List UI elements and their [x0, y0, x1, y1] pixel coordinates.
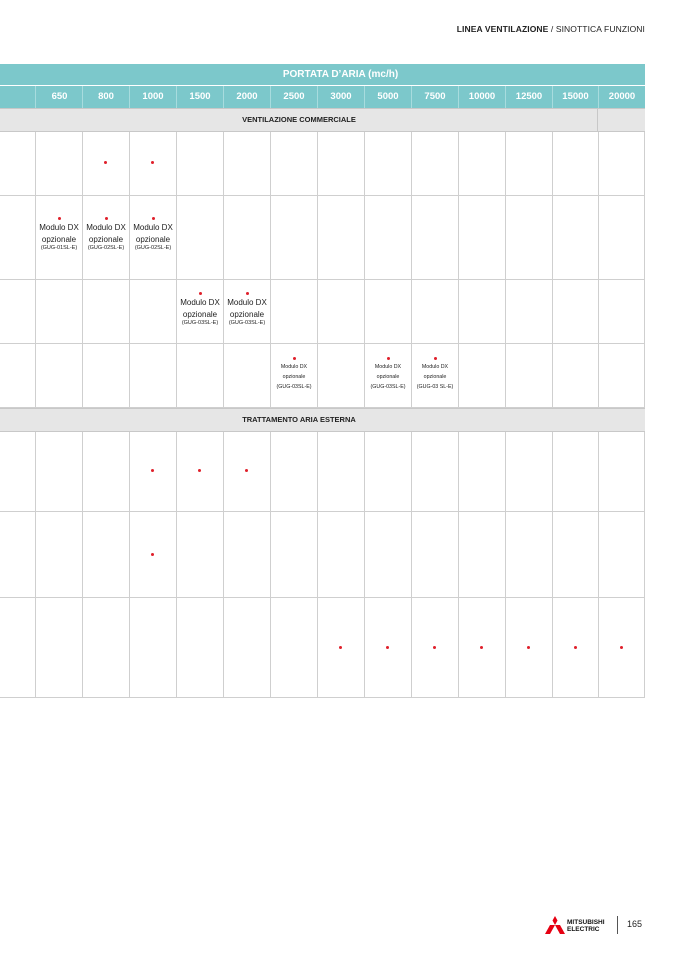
module-note — [224, 292, 270, 328]
note-code: (GUG-03 SL-E) — [416, 384, 454, 391]
header-section: LINEA VENTILAZIONE — [456, 24, 549, 34]
note-line: opzionale — [182, 309, 218, 319]
note-line: Modulo DX — [180, 298, 220, 307]
column-header: 2500 — [270, 86, 317, 108]
note-code: (GUG-03SL-E) — [181, 320, 219, 327]
section-header — [0, 108, 645, 132]
brand-name — [567, 919, 605, 933]
availability-marker — [386, 646, 389, 649]
table-row — [0, 432, 645, 512]
availability-marker — [105, 217, 108, 220]
note-line: Modulo DX — [86, 223, 126, 232]
page-header — [457, 24, 645, 34]
header-separator: / — [548, 24, 556, 34]
module-note — [83, 217, 129, 253]
column-header: 15000 — [552, 86, 598, 108]
availability-marker — [339, 646, 342, 649]
module-note — [177, 292, 223, 328]
note-code: (GUG-02SL-E) — [134, 245, 172, 252]
availability-marker — [151, 469, 154, 472]
module-note — [365, 357, 411, 392]
note-line: Modulo DX — [421, 364, 449, 370]
column-header: 7500 — [411, 86, 458, 108]
note-line: opzionale — [135, 234, 171, 244]
availability-marker — [574, 646, 577, 649]
section-title: VENTILAZIONE COMMERCIALE — [242, 115, 356, 124]
header-subsection: SINOTTICA FUNZIONI — [555, 24, 645, 34]
availability-marker — [245, 469, 248, 472]
availability-marker — [104, 161, 107, 164]
note-line: opzionale — [423, 374, 447, 381]
module-note — [271, 357, 317, 392]
note-line: opzionale — [282, 374, 306, 381]
section-title: TRATTAMENTO ARIA ESTERNA — [242, 415, 356, 424]
availability-marker — [434, 357, 437, 360]
note-line: Modulo DX — [133, 223, 173, 232]
mitsubishi-logo — [545, 916, 607, 936]
table-row — [0, 280, 645, 344]
note-line: opzionale — [229, 309, 265, 319]
module-note — [412, 357, 458, 392]
table-title-band — [0, 64, 645, 85]
column-header: 20000 — [598, 86, 645, 108]
three-diamonds-icon — [545, 916, 565, 934]
column-header: 10000 — [458, 86, 505, 108]
page-number: 165 — [627, 919, 643, 929]
note-code: (GUG-01SL-E) — [40, 245, 78, 252]
availability-marker — [527, 646, 530, 649]
note-line: opzionale — [88, 234, 124, 244]
availability-marker — [198, 469, 201, 472]
note-code: (GUG-03SL-E) — [228, 320, 266, 327]
note-code: (GUG-03SL-E) — [276, 384, 312, 391]
availability-marker — [246, 292, 249, 295]
grid-line — [597, 109, 598, 131]
column-header: 800 — [82, 86, 129, 108]
footer-divider — [617, 916, 618, 934]
note-line: opzionale — [376, 374, 400, 381]
section-header — [0, 408, 645, 432]
availability-marker — [433, 646, 436, 649]
table-row — [0, 344, 645, 408]
brand-line: ELECTRIC — [567, 926, 600, 933]
table-row — [0, 132, 645, 196]
availability-marker — [151, 161, 154, 164]
module-note — [130, 217, 176, 253]
note-code: (GUG-02SL-E) — [87, 245, 125, 252]
availability-marker — [387, 357, 390, 360]
note-line: opzionale — [41, 234, 77, 244]
note-line: Modulo DX — [39, 223, 79, 232]
brand-line: MITSUBISHI — [567, 919, 605, 926]
column-header: 3000 — [317, 86, 364, 108]
column-header: 5000 — [364, 86, 411, 108]
table-title: PORTATA D’ARIA (mc/h) — [282, 69, 399, 80]
availability-marker — [480, 646, 483, 649]
table-row — [0, 512, 645, 598]
note-line: Modulo DX — [374, 364, 402, 370]
column-header: 12500 — [505, 86, 552, 108]
note-line: Modulo DX — [280, 364, 308, 370]
data-grid — [0, 108, 645, 698]
note-line: Modulo DX — [227, 298, 267, 307]
module-note — [36, 217, 82, 253]
availability-marker — [199, 292, 202, 295]
availability-marker — [620, 646, 623, 649]
note-code: (GUG-03SL-E) — [370, 384, 406, 391]
availability-marker — [152, 217, 155, 220]
column-header: 650 — [35, 86, 83, 108]
table-row — [0, 598, 645, 698]
column-header: 1000 — [129, 86, 176, 108]
column-header-row — [0, 86, 645, 108]
availability-marker — [293, 357, 296, 360]
column-header: 1500 — [176, 86, 223, 108]
availability-marker — [151, 553, 154, 556]
availability-marker — [58, 217, 61, 220]
column-header: 2000 — [223, 86, 270, 108]
